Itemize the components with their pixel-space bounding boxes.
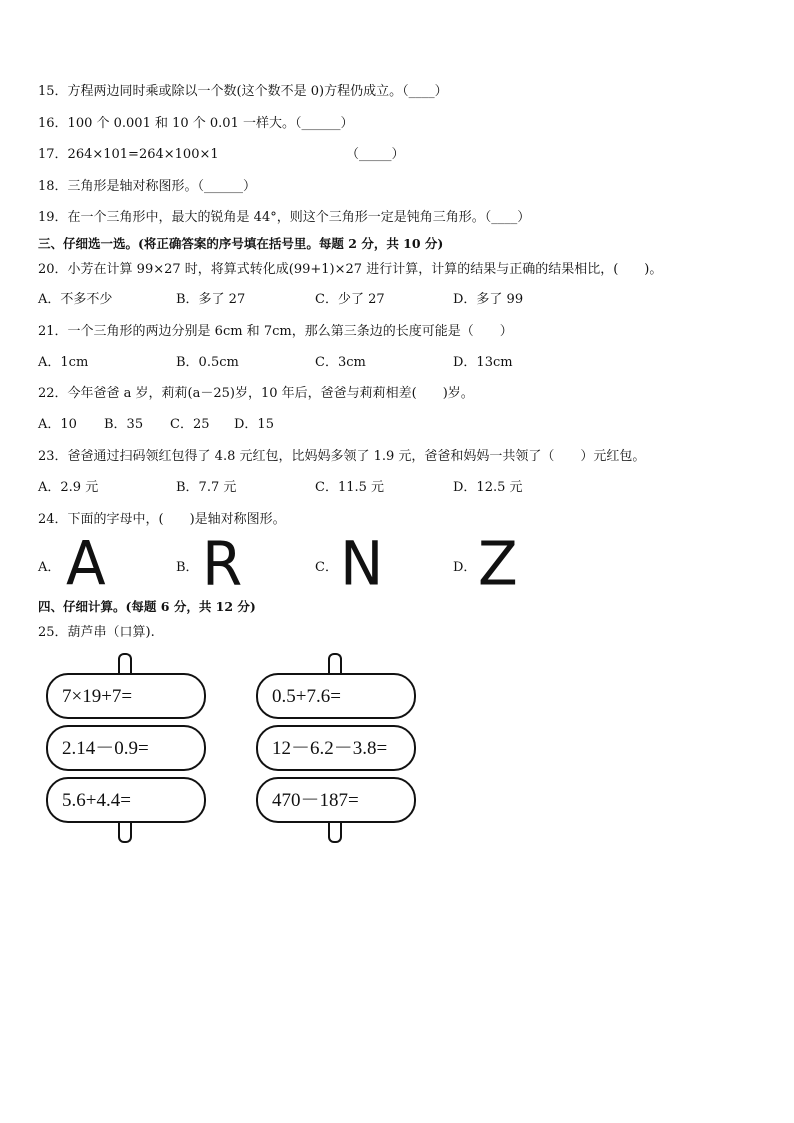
skewer-bead — [46, 673, 206, 719]
question-17: 17．264×101=264×100×1 — [38, 147, 219, 162]
question-20: 20．小芳在计算 99×27 时，将算式转化成(99+1)×27 进行计算，计算的结果与正确的结果相比，( )。 — [38, 262, 663, 277]
q23-option-a: A．2.9 元 — [38, 480, 99, 495]
question-22: 22．今年爸爸 a 岁，莉莉(a－25)岁，10 年后，爸爸与莉莉相差( )岁。 — [38, 386, 474, 401]
bead-expression: 5.6+4.4= — [62, 790, 131, 811]
q22-option-a: A．10 — [38, 417, 77, 432]
skewer-stick-bottom — [328, 823, 342, 843]
q24-letter-n: N — [340, 527, 384, 600]
section-3-heading: 三、仔细选一选。(将正确答案的序号填在括号里。每题 2 分，共 10 分) — [38, 236, 444, 251]
q23-option-c: C．11.5 元 — [315, 480, 385, 495]
q22-option-c: C．25 — [170, 417, 210, 432]
q20-option-a: A．不多不少 — [38, 292, 113, 307]
question-16: 16．100 个 0.001 和 10 个 0.01 一样大。（______） — [38, 116, 354, 131]
q24-option-d: D． — [453, 560, 477, 575]
q24-letter-a: A — [66, 527, 106, 600]
skewer-stick-top — [118, 653, 132, 675]
bead-expression: 0.5+7.6= — [272, 686, 341, 707]
bead-expression: 2.14－0.9= — [62, 738, 149, 759]
bead-expression: 7×19+7= — [62, 686, 133, 707]
q21-option-b: B．0.5cm — [176, 355, 239, 370]
q24-option-a: A． — [38, 560, 61, 575]
q24-option-c: C． — [315, 560, 338, 575]
question-15: 15．方程两边同时乘或除以一个数(这个数不是 0)方程仍成立。（____） — [38, 84, 448, 99]
q24-letter-options — [38, 527, 558, 600]
q24-letter-r: R — [202, 527, 243, 600]
skewer-stick-top — [328, 653, 342, 675]
skewer-stick-bottom — [118, 823, 132, 843]
q22-option-b: B．35 — [104, 417, 144, 432]
question-18: 18．三角形是轴对称图形。（______） — [38, 179, 257, 194]
q22-option-d: D．15 — [234, 417, 274, 432]
q21-option-c: C．3cm — [315, 355, 366, 370]
q20-option-c: C．少了 27 — [315, 292, 385, 307]
q21-option-d: D．13cm — [453, 355, 513, 370]
section-4-heading: 四、仔细计算。(每题 6 分，共 12 分) — [38, 599, 256, 614]
q23-option-d: D．12.5 元 — [453, 480, 523, 495]
skewer-bead — [46, 777, 206, 823]
bead-expression: 470－187= — [272, 790, 359, 811]
q24-option-b: B． — [176, 560, 199, 575]
question-19: 19．在一个三角形中，最大的锐角是 44°，则这个三角形一定是钝角三角形。（____） — [38, 210, 531, 225]
q20-option-d: D．多了 99 — [453, 292, 524, 307]
gourd-skewer-right — [256, 653, 420, 849]
question-25-title: 25．葫芦串（口算). — [38, 625, 155, 640]
question-24: 24．下面的字母中，( )是轴对称图形。 — [38, 512, 286, 527]
q23-option-b: B．7.7 元 — [176, 480, 237, 495]
q20-option-b: B．多了 27 — [176, 292, 246, 307]
bead-expression: 12－6.2－3.8= — [272, 738, 388, 759]
question-23: 23．爸爸通过扫码领红包得了 4.8 元红包，比妈妈多领了 1.9 元，爸爸和妈妈一共领了（ ）元红包。 — [38, 449, 646, 464]
skewer-bead — [256, 777, 416, 823]
q21-option-a: A．1cm — [38, 355, 89, 370]
skewer-bead — [256, 725, 416, 771]
question-17-blank: （_____） — [346, 147, 405, 162]
gourd-skewer-left — [46, 653, 210, 849]
question-21: 21．一个三角形的两边分别是 6cm 和 7cm，那么第三条边的长度可能是（ ） — [38, 324, 513, 339]
q24-letter-z: Z — [478, 527, 518, 600]
skewer-bead — [46, 725, 206, 771]
skewer-bead — [256, 673, 416, 719]
